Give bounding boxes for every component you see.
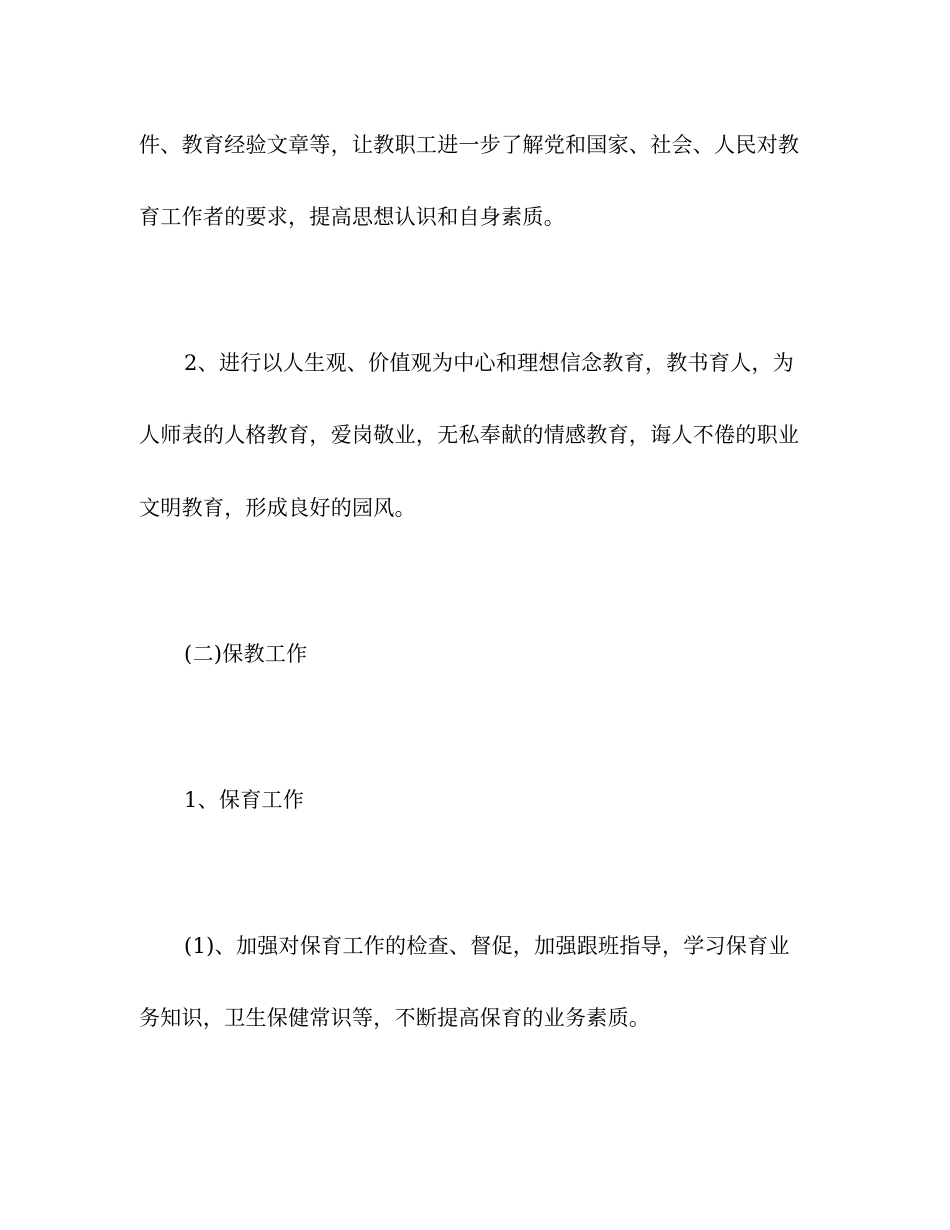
- paragraph-line: 2、进行以人生观、价值观为中心和理想信念教育，教书育人，为: [184, 351, 795, 375]
- paragraph-line: (1)、加强对保育工作的检查、督促，加强跟班指导，学习保育业: [184, 934, 790, 958]
- subsection-heading-text: 1、保育工作: [184, 788, 305, 812]
- paragraph-line: 件、教育经验文章等，让教职工进一步了解党和国家、社会、人民对教: [139, 133, 800, 157]
- paragraph-line: 育工作者的要求，提高思想认识和自身素质。: [139, 205, 565, 229]
- paragraph-line: 文明教育，形成良好的园风。: [139, 496, 416, 520]
- section-heading-text: (二)保教工作: [184, 642, 308, 666]
- paragraph-line: 务知识，卫生保健常识等，不断提高保育的业务素质。: [139, 1006, 651, 1030]
- paragraph-line: 人师表的人格教育，爱岗敬业，无私奉献的情感教育，诲人不倦的职业: [139, 423, 800, 447]
